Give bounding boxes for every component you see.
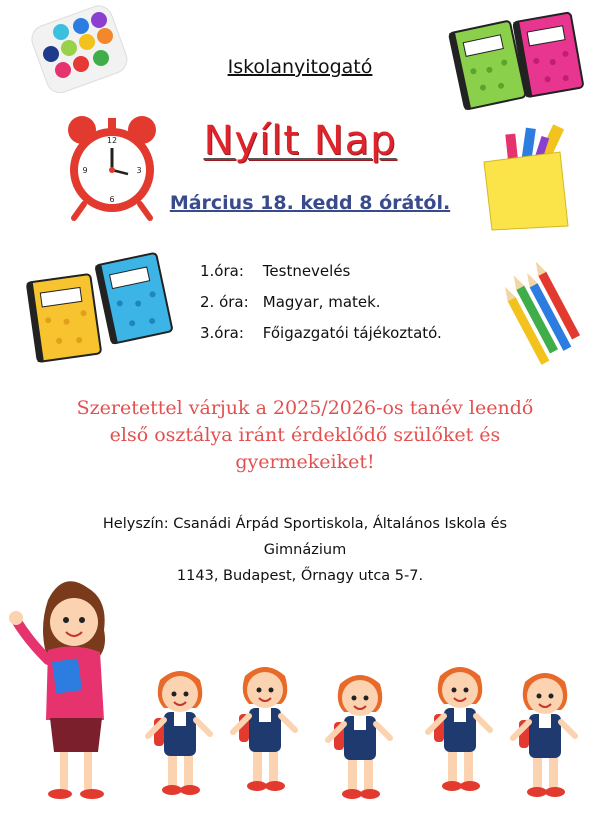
svg-text:12: 12 bbox=[106, 136, 118, 145]
venue-line: Helyszín: Csanádi Árpád Sportiskola, Általános Iskola és bbox=[102, 516, 508, 532]
schedule-label: 3.óra: bbox=[200, 324, 244, 342]
schedule-subject: Főigazgatói tájékoztató. bbox=[262, 324, 442, 342]
teacher-illustration bbox=[8, 570, 143, 810]
invitation-line: Szeretettel várjuk a 2025/2026-os tanév leendő bbox=[76, 397, 534, 419]
schedule-subject: Magyar, matek. bbox=[262, 293, 381, 311]
schedule-label: 1.óra: bbox=[200, 262, 244, 280]
venue-text bbox=[60, 511, 550, 563]
event-date: Március 18. kedd 8 órától. bbox=[169, 192, 451, 214]
schedule-row bbox=[200, 324, 442, 355]
svg-text:6: 6 bbox=[109, 195, 115, 204]
notebooks-left-icon bbox=[26, 248, 176, 363]
invitation-text bbox=[70, 395, 540, 476]
schedule-subject: Testnevelés bbox=[262, 262, 351, 280]
schedule-label: 2. óra: bbox=[200, 293, 249, 311]
svg-text:9: 9 bbox=[82, 166, 88, 175]
venue-address: 1143, Budapest, Őrnagy utca 5-7. bbox=[176, 568, 424, 584]
venue-line: Gimnázium bbox=[263, 542, 347, 558]
schedule-row bbox=[200, 293, 442, 324]
page-title: Nyílt Nap bbox=[203, 118, 397, 164]
colored-pencils-icon bbox=[505, 265, 595, 360]
svg-text:3: 3 bbox=[136, 166, 142, 175]
invitation-line: első osztálya iránt érdeklődő szülőket és bbox=[109, 424, 501, 446]
children-illustration bbox=[140, 658, 595, 818]
invitation-line: gyermekeiket! bbox=[235, 451, 375, 473]
page-kicker: Iskolanyitogató bbox=[227, 56, 373, 78]
schedule-row bbox=[200, 262, 442, 293]
lesson-schedule bbox=[200, 262, 442, 355]
